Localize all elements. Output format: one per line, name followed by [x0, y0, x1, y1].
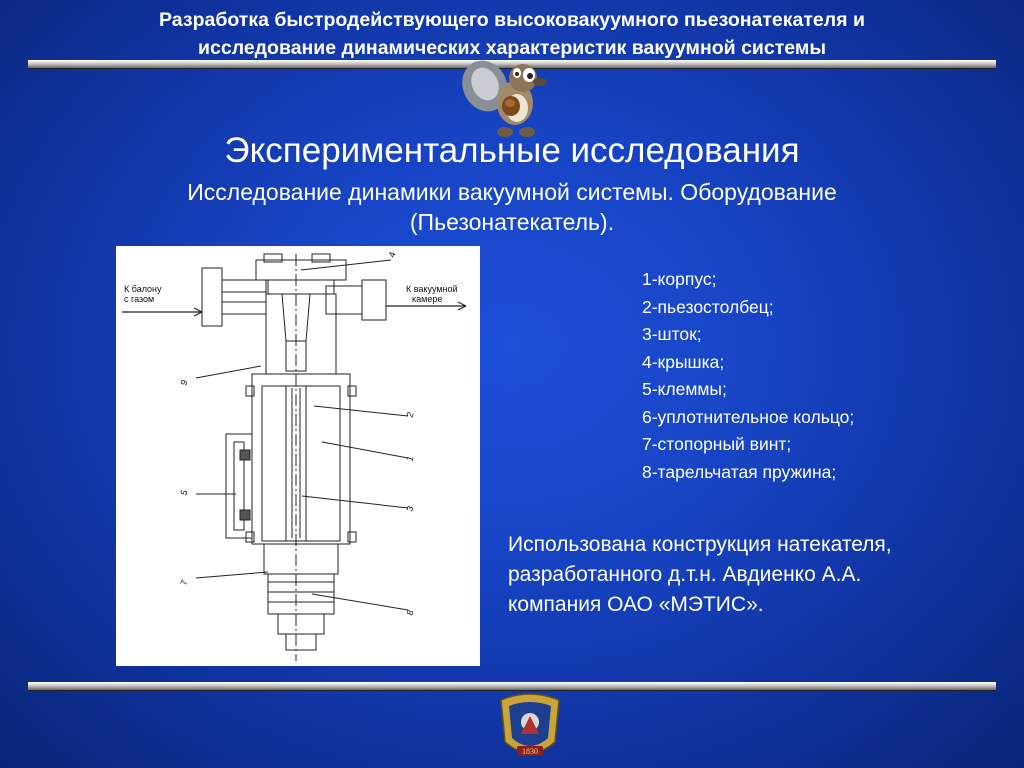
presentation-title-line2: исследование динамических характеристик вакуумной системы	[198, 37, 826, 59]
drawing-label-inlet-line1: К балону	[124, 284, 162, 294]
emblem-year: 1830	[522, 747, 538, 756]
drawing-part-number: 9	[178, 378, 190, 387]
drawing-part-number: 7	[178, 578, 190, 587]
slide-subtitle-line1: Исследование динамики вакуумной системы. Оборудование	[187, 179, 837, 205]
drawing-part-number: 8	[404, 608, 416, 617]
legend-item: 1-корпус;	[642, 269, 717, 289]
drawing-part-number: 1	[404, 454, 416, 463]
presentation-title	[0, 6, 1024, 62]
slide-subtitle-line2: (Пьезонатекатель).	[409, 209, 615, 235]
university-emblem-logo	[495, 690, 565, 764]
legend-item: 6-уплотнительное кольцо;	[642, 406, 855, 427]
legend-item: 3-шток;	[642, 324, 702, 344]
slide-subtitle	[0, 177, 1024, 237]
drawing-part-number: 2	[404, 410, 416, 419]
drawing-label-outlet-line2: камере	[412, 294, 443, 304]
design-credit-note	[508, 530, 998, 620]
note-line3: компания ОАО «МЭТИС».	[508, 593, 764, 616]
legend-item: 2-пьезостолбец;	[642, 296, 774, 317]
drawing-part-number: 4	[386, 250, 398, 259]
legend-item: 4-крышка;	[642, 351, 725, 372]
squirrel-mascot-image	[455, 58, 555, 140]
note-line1: Использована конструкция натекателя,	[508, 533, 892, 556]
legend-item: 7-стопорный винт;	[642, 434, 792, 454]
piezo-valve-technical-drawing	[116, 246, 480, 666]
note-line2: разработанного д.т.н. Авдиенко А.А.	[508, 563, 862, 586]
legend-item: 5-клеммы;	[642, 379, 727, 399]
drawing-part-number: 3	[404, 504, 416, 513]
parts-legend	[642, 266, 854, 486]
legend-item: 8-тарельчатая пружина;	[642, 461, 837, 482]
drawing-label-outlet-line1: К вакуумной	[406, 284, 458, 294]
presentation-title-line1: Разработка быстродействующего высоковакуумного пьезонатекателя и	[159, 9, 865, 31]
slide-title: Экспериментальные исследования	[224, 131, 800, 170]
drawing-label-inlet-line2: с газом	[124, 294, 155, 304]
drawing-part-number: 5	[178, 488, 190, 497]
